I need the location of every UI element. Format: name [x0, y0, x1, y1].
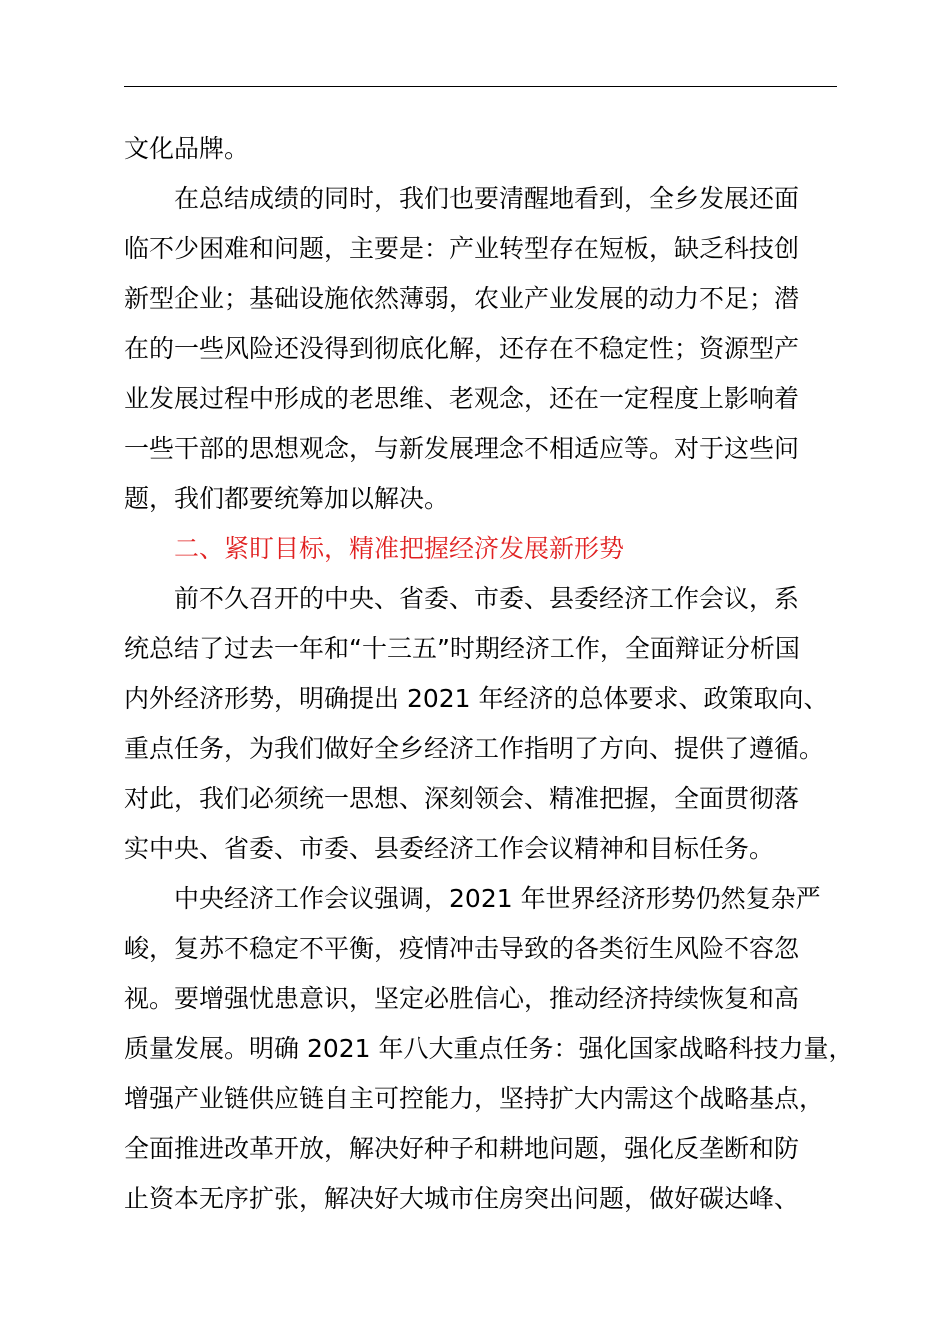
text-line: 业发展过程中形成的老思维、老观念，还在一定程度上影响着 — [124, 384, 800, 413]
text-line: 题，我们都要统筹加以解决。 — [124, 484, 450, 513]
text-line: 质量发展。明确 2021 年八大重点任务：强化国家战略科技力量， — [124, 1034, 854, 1063]
text-line: 全面推进改革开放，解决好种子和耕地问题，强化反垄断和防 — [124, 1134, 800, 1163]
text-line: 前不久召开的中央、省委、市委、县委经济工作会议，系 — [174, 584, 800, 613]
text-line: 对此，我们必须统一思想、深刻领会、精准把握，全面贯彻落 — [124, 784, 800, 813]
document-body — [124, 124, 860, 1224]
text-line: 在总结成绩的同时，我们也要清醒地看到，全乡发展还面 — [174, 184, 800, 213]
text-line: 峻，复苏不稳定不平衡，疫情冲击导致的各类衍生风险不容忽 — [124, 934, 800, 963]
text-line: 实中央、省委、市委、县委经济工作会议精神和目标任务。 — [124, 834, 775, 863]
section-heading: 二、紧盯目标，精准把握经济发展新形势 — [174, 534, 625, 563]
text-line: 一些干部的思想观念，与新发展理念不相适应等。对于这些问 — [124, 434, 800, 463]
text-line: 内外经济形势，明确提出 2021 年经济的总体要求、政策取向、 — [124, 684, 829, 713]
header-rule — [124, 86, 837, 87]
text-line: 视。要增强忧患意识，坚定必胜信心，推动经济持续恢复和高 — [124, 984, 800, 1013]
text-line: 止资本无序扩张，解决好大城市住房突出问题，做好碳达峰、 — [124, 1184, 800, 1213]
text-line: 增强产业链供应链自主可控能力，坚持扩大内需这个战略基点， — [124, 1084, 825, 1113]
text-line: 统总结了过去一年和“十三五”时期经济工作，全面辩证分析国 — [124, 634, 800, 663]
text-line: 新型企业；基础设施依然薄弱，农业产业发展的动力不足；潜 — [124, 284, 800, 313]
text-line: 在的一些风险还没得到彻底化解，还存在不稳定性；资源型产 — [124, 334, 800, 363]
text-line: 中央经济工作会议强调，2021 年世界经济形势仍然复杂严 — [174, 884, 821, 913]
text-line: 临不少困难和问题，主要是：产业转型存在短板，缺乏科技创 — [124, 234, 800, 263]
text-line: 重点任务，为我们做好全乡经济工作指明了方向、提供了遵循。 — [124, 734, 825, 763]
text-line: 文化品牌。 — [124, 134, 250, 163]
